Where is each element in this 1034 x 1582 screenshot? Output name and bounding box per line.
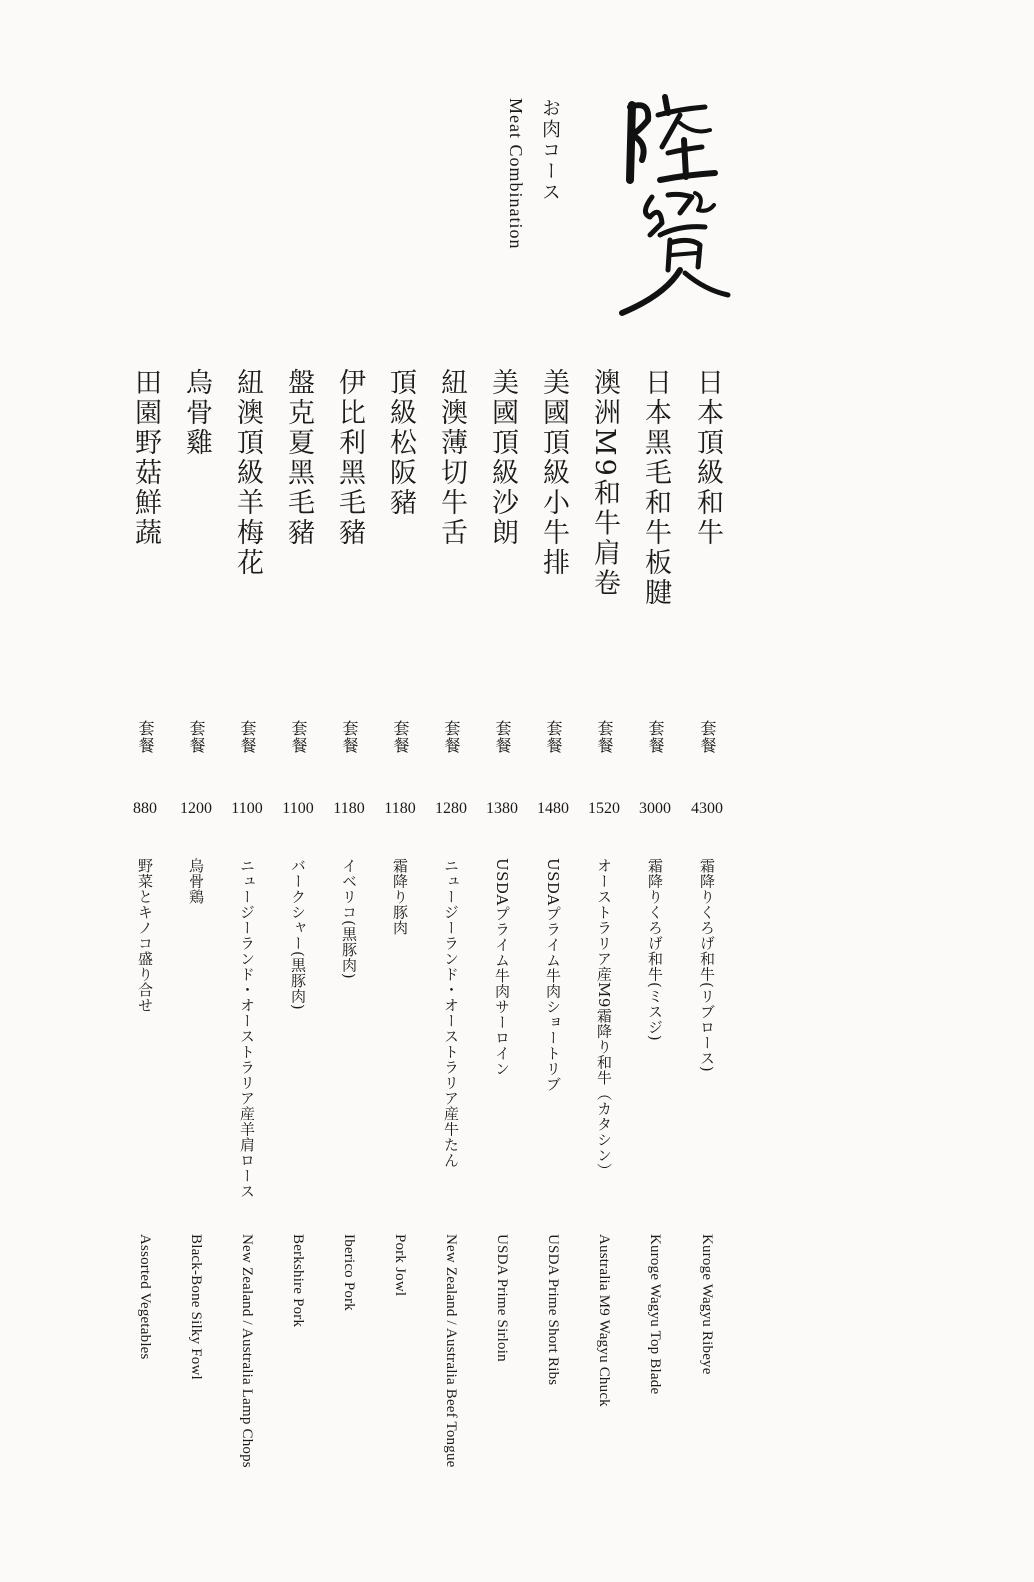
dish-english-name: USDA Prime Short Ribs — [545, 1234, 561, 1386]
dish-name: 伊比利黑毛豬 — [334, 368, 365, 548]
dish-name: 盤克夏黑毛豬 — [283, 368, 314, 548]
dish-price: 1380 — [486, 800, 518, 817]
dish-name: 美國頂級沙朗 — [487, 368, 518, 548]
dish-japanese-name: 霜降り豚肉 — [391, 858, 409, 936]
dish-price: 1200 — [180, 800, 212, 817]
dish-japanese-name: イベリコ(黒豚肉) — [340, 858, 358, 980]
set-label: 套餐 — [544, 720, 563, 754]
dish-english-name: Pork Jowl — [392, 1234, 408, 1297]
dish-japanese-name: 霜降りくろげ和牛(ミスジ) — [646, 858, 664, 1042]
dish-japanese-name: USDAプライム牛肉サーロイン — [493, 858, 511, 1077]
dish-english-name: Assorted Vegetables — [137, 1234, 153, 1360]
dish-price: 3000 — [639, 800, 671, 817]
subtitle-english: Meat Combination — [506, 98, 526, 250]
dish-english-name: Iberico Pork — [341, 1234, 357, 1311]
dish-english-name: New Zealand / Australia Beef Tongue — [443, 1234, 459, 1468]
dish-japanese-name: オーストラリア産M9霜降り和牛（カタシン） — [595, 858, 613, 1179]
dish-price: 1180 — [333, 800, 365, 817]
dish-name: 日本頂級和牛 — [692, 368, 723, 548]
set-label: 套餐 — [187, 720, 206, 754]
set-label: 套餐 — [340, 720, 359, 754]
dish-english-name: New Zealand / Australia Lamp Chops — [239, 1234, 255, 1468]
dish-price: 1100 — [282, 800, 314, 817]
dish-price: 1520 — [588, 800, 620, 817]
dish-price: 1180 — [384, 800, 416, 817]
dish-name: 烏骨雞 — [181, 368, 212, 458]
dish-japanese-name: ニュージーランド・オーストラリア産牛たん — [442, 858, 460, 1168]
dish-japanese-name: 野菜とキノコ盛り合せ — [136, 858, 154, 1013]
calligraphy-logo — [610, 85, 735, 320]
dish-name: 頂級松阪豬 — [385, 368, 416, 518]
dish-name: 美國頂級小牛排 — [538, 368, 569, 578]
dish-english-name: Kuroge Wagyu Top Blade — [647, 1234, 663, 1395]
dish-japanese-name: USDAプライム牛肉ショートリブ — [544, 858, 562, 1092]
subtitle-japanese: お肉コース — [539, 98, 561, 203]
dish-english-name: Berkshire Pork — [290, 1234, 306, 1328]
set-label: 套餐 — [238, 720, 257, 754]
dish-japanese-name: 霜降りくろげ和牛(リブロース) — [698, 858, 716, 1073]
set-label: 套餐 — [595, 720, 614, 754]
set-label: 套餐 — [493, 720, 512, 754]
dish-name: 日本黑毛和牛板腱 — [640, 368, 671, 608]
set-label: 套餐 — [391, 720, 410, 754]
dish-price: 1100 — [231, 800, 263, 817]
dish-english-name: Australia M9 Wagyu Chuck — [596, 1234, 612, 1407]
dish-name: 紐澳頂級羊梅花 — [232, 368, 263, 578]
set-label: 套餐 — [289, 720, 308, 754]
dish-price: 1280 — [435, 800, 467, 817]
set-label: 套餐 — [136, 720, 155, 754]
set-label: 套餐 — [646, 720, 665, 754]
dish-name: 紐澳薄切牛舌 — [436, 368, 467, 548]
dish-japanese-name: 烏骨鶏 — [187, 858, 205, 905]
dish-english-name: Black-Bone Silky Fowl — [188, 1234, 204, 1380]
set-label: 套餐 — [698, 720, 717, 754]
dish-japanese-name: ニュージーランド・オーストラリア産羊肩ロース — [238, 858, 256, 1199]
dish-name: 澳洲M9和牛肩卷 — [589, 368, 620, 599]
dish-price: 880 — [133, 800, 157, 817]
dish-english-name: USDA Prime Sirloin — [494, 1234, 510, 1362]
dish-name: 田園野菇鮮蔬 — [130, 368, 161, 548]
set-label: 套餐 — [442, 720, 461, 754]
dish-english-name: Kuroge Wagyu Ribeye — [699, 1234, 715, 1375]
dish-price: 4300 — [691, 800, 723, 817]
dish-price: 1480 — [537, 800, 569, 817]
dish-japanese-name: バークシャー(黒豚肉) — [289, 858, 307, 1011]
